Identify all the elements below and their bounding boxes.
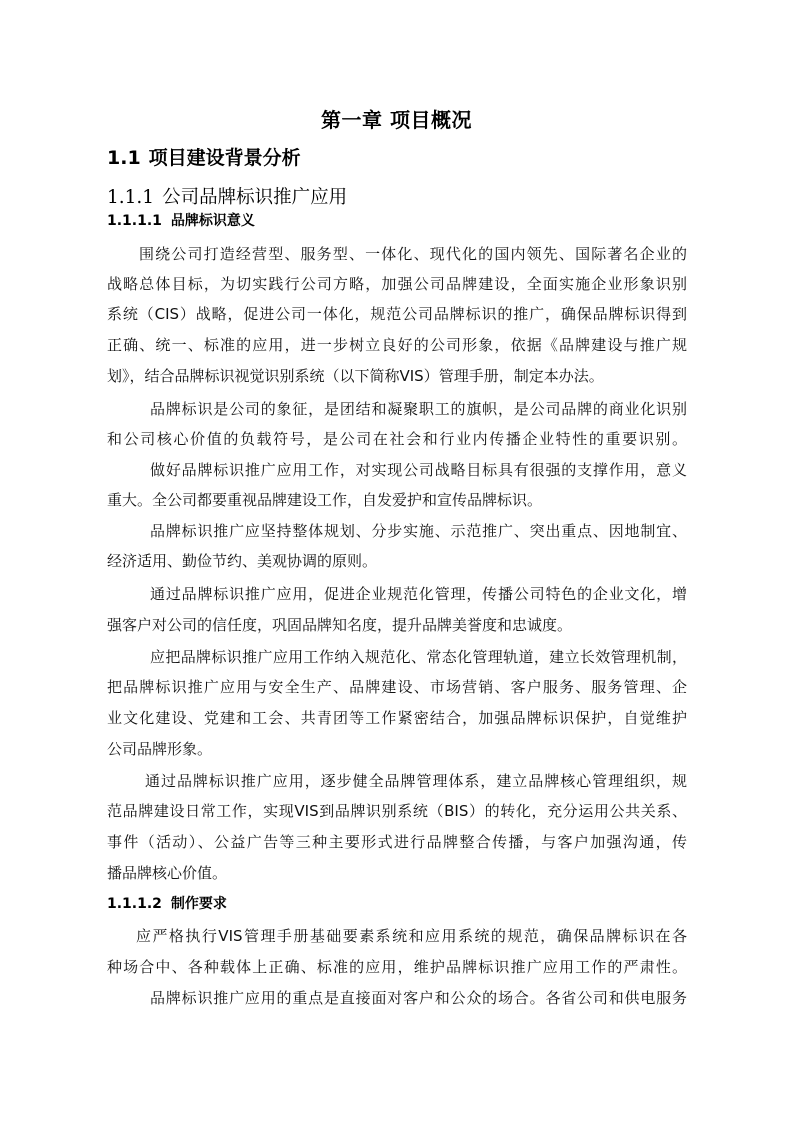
chapter-title: 第一章 项目概况 <box>321 108 472 132</box>
paragraph-line: 范品牌建设日常工作，实现VIS到品牌识别系统（BIS）的转化，充分运用公共关系、 <box>107 802 687 820</box>
paragraph-line: 系统（CIS）战略，促进公司一体化，规范公司品牌标识的推广，确保品牌标识得到 <box>107 305 687 323</box>
paragraph-line: 做好品牌标识推广应用工作，对实现公司战略目标具有很强的支撑作用，意义 <box>150 461 687 479</box>
subsection-title: 公司品牌标识推广应用 <box>162 187 348 208</box>
paragraph-line: 经济适用、勤俭节约、美观协调的原则。 <box>107 552 378 570</box>
paragraph-line: 品牌标识推广应坚持整体规划、分步实施、示范推广、突出重点、因地制宜、 <box>150 522 687 540</box>
paragraph-line: 通过品牌标识推广应用，促进企业规范化管理，传播公司特色的企业文化，增 <box>150 585 687 603</box>
paragraph-line: 品牌标识推广应用的重点是直接面对客户和公众的场合。各省公司和供电服务 <box>150 989 687 1007</box>
subsection-number: 1.1.1 <box>107 187 155 208</box>
paragraph-line: 种场合中、各种载体上正确、标准的应用，维护品牌标识推广应用工作的严肃性。 <box>107 958 687 976</box>
section-number: 1.1 <box>107 147 141 169</box>
subsubsection-number: 1.1.1.2 <box>107 896 162 912</box>
paragraph-line: 公司品牌形象。 <box>107 740 213 758</box>
subsubsection-number: 1.1.1.1 <box>107 213 162 229</box>
subsubsection-title: 品牌标识意义 <box>170 213 255 229</box>
paragraph-line: 品牌标识是公司的象征，是团结和凝聚职工的旗帜，是公司品牌的商业化识别 <box>150 400 687 418</box>
paragraph-line: 播品牌核心价值。 <box>107 864 228 882</box>
paragraph-line: 应把品牌标识推广应用工作纳入规范化、常态化管理轨道，建立长效管理机制， <box>150 648 687 666</box>
subsubsection-heading <box>107 214 255 228</box>
paragraph-line: 划》，结合品牌标识视觉识别系统（以下简称VIS）管理手册，制定本办法。 <box>107 367 604 385</box>
paragraph-line: 事件（活动）、公益广告等三种主要形式进行品牌整合传播，与客户加强沟通，传 <box>107 833 687 851</box>
paragraph-line: 应严格执行VIS管理手册基础要素系统和应用系统的规范，确保品牌标识在各 <box>136 927 687 945</box>
section-title: 项目建设背景分析 <box>148 147 301 169</box>
paragraph-line: 正确、统一、标准的应用，进一步树立良好的公司形象，依据《品牌建设与推广规 <box>107 336 687 354</box>
subsection-heading <box>107 189 347 208</box>
subsubsection-title: 制作要求 <box>170 896 227 912</box>
paragraph-line: 业文化建设、党建和工会、共青团等工作紧密结合，加强品牌标识保护，自觉维护 <box>107 709 687 727</box>
paragraph-line: 把品牌标识推广应用与安全生产、品牌建设、市场营销、客户服务、服务管理、企 <box>107 678 687 696</box>
paragraph-line: 围绕公司打造经营型、服务型、一体化、现代化的国内领先、国际著名企业的 <box>139 245 687 263</box>
paragraph-line: 重大。全公司都要重视品牌建设工作，自发爱护和宣传品牌标识。 <box>107 491 543 509</box>
subsubsection-heading <box>107 897 227 911</box>
paragraph-line: 通过品牌标识推广应用，逐步健全品牌管理体系，建立品牌核心管理组织，规 <box>145 772 687 790</box>
paragraph-line: 强客户对公司的信任度，巩固品牌知名度，提升品牌美誉度和忠诚度。 <box>107 616 573 634</box>
paragraph-line: 和公司核心价值的负载符号，是公司在社会和行业内传播企业特性的重要识别。 <box>107 430 687 448</box>
section-heading <box>107 149 301 168</box>
paragraph-line: 战略总体目标，为切实践行公司方略，加强公司品牌建设，全面实施企业形象识别 <box>107 275 687 293</box>
